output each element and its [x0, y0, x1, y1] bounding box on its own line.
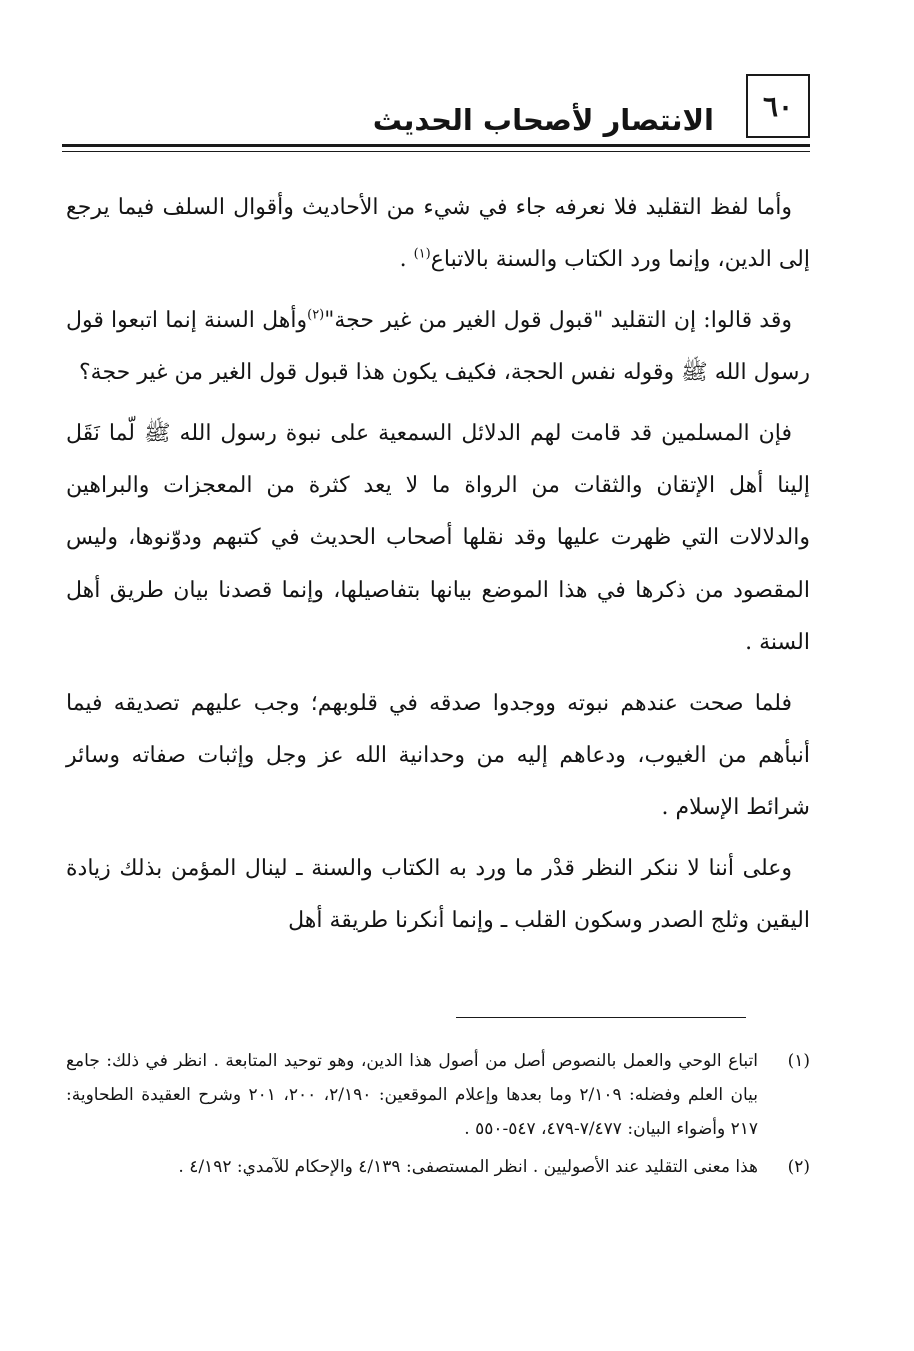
paragraph: [66, 678, 810, 835]
paragraph-text: فلما صحت عندهم نبوته ووجدوا صدقه في قلوبهم؛ وجب عليهم تصديقه فيما أنبأهم من الغيوب، ودعاهم إليه من وحدانية الله عز وجل وإثبات صفاته وسائر شرائط الإسلام .: [66, 690, 810, 821]
page-number: ٦٠: [746, 74, 810, 138]
header-rule-thick: [62, 144, 810, 147]
header-rule-thin: [62, 151, 810, 152]
main-text: [66, 182, 810, 956]
paragraph-text: وأما لفظ التقليد فلا نعرفه جاء في شيء من الأحاديث وأقوال السلف فيما يرجع إلى الدين، وإنما ورد الكتاب والسنة بالاتباع: [66, 195, 810, 273]
paragraph-tail: .: [399, 247, 414, 273]
paragraph: [66, 408, 810, 670]
paragraph-tail: وأهل السنة إنما اتبعوا قول رسول الله ﷺ وقوله نفس الحجة، فكيف يكون هذا قبول قول الغير من غير حجة؟: [66, 307, 810, 386]
paragraph: [66, 843, 810, 948]
paragraph: [66, 182, 810, 287]
footnote-reference: (١): [413, 247, 431, 263]
page-header: [62, 74, 810, 156]
paragraph: [66, 295, 810, 400]
footnote-number: (١): [787, 1051, 810, 1071]
footnote-text: اتباع الوحي والعمل بالنصوص أصل من أصول هذا الدين، وهو توحيد المتابعة . انظر في ذلك: جامع بيان العلم وفضله: ٢/١٠٩ وما بعدها وإعلام الموقعين: ٢/١٩٠، ٢٠٠، ٢٠١ وشرح العقيدة الطحاوية: ٢١٧ وأضواء البيان: ٧/٤٧٧-٤٧٩، ٥٤٧-٥٥٠ .: [66, 1051, 759, 1139]
footnote-text: هذا معنى التقليد عند الأصوليين . انظر المستصفى: ٤/١٣٩ والإحكام للآمدي: ٤/١٩٢ .: [178, 1157, 758, 1177]
paragraph-text: فإن المسلمين قد قامت لهم الدلائل السمعية على نبوة رسول الله ﷺ لّما نَقَل إلينا أهل الإتقان والثقات من الرواة ما لا يعد كثرة من المعجزات والبراهين والدلالات التي ظهرت عليها وقد نقلها أصحاب الحديث في كتبهم ودوّنوها، وليس المقصود من ذكرها في هذا الموضع بيانها بتفاصيلها، وإنما قصدنا بيان طريق أهل السنة .: [66, 420, 810, 656]
running-title: الانتصار لأصحاب الحديث: [372, 103, 714, 137]
footnotes: [66, 1044, 810, 1188]
paragraph-text: وقد قالوا: إن التقليد "قبول قول الغير من غير حجة": [324, 307, 792, 333]
footnote: [66, 1044, 810, 1146]
footnote-number: (٢): [787, 1157, 810, 1177]
footnote: [66, 1150, 810, 1184]
footnote-reference: (٢): [307, 307, 325, 323]
paragraph-text: وعلى أننا لا ننكر النظر قدْر ما ورد به الكتاب والسنة ـ لينال المؤمن بذلك زيادة اليقين وثلج الصدر وسكون القلب ـ وإنما أنكرنا طريقة أهل: [66, 855, 810, 934]
footnote-separator: [456, 1017, 746, 1018]
